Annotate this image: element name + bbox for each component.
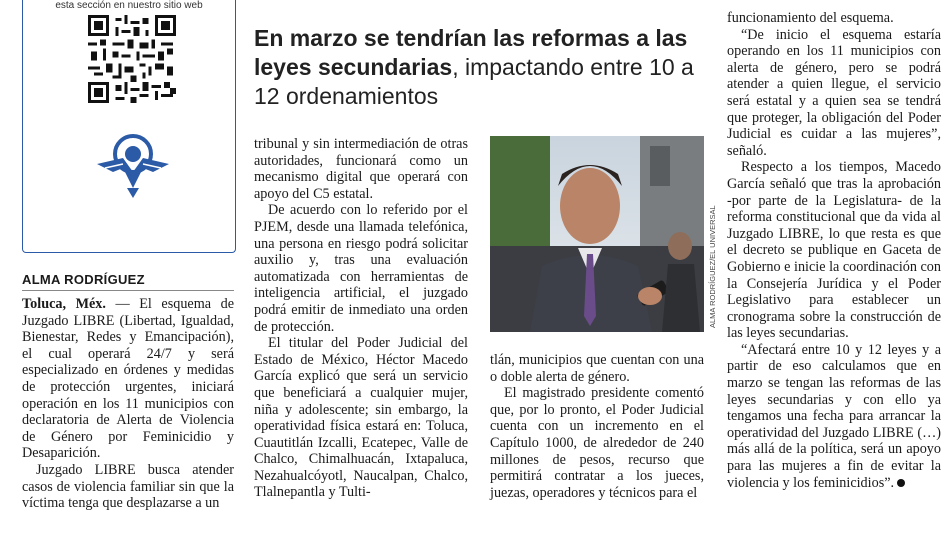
byline-divider: [22, 290, 234, 291]
qr-caption: esta sección en nuestro sitio web: [55, 0, 203, 11]
paragraph: “De inicio el esquema estaría operando en los 11 municipios con alerta de género, pero se podrá atender a quien llegue, el servicio será estatal y a quien sea se tendrá que proteger, la obligación del Poder Judicial es cuidar a las mujeres”, señaló.: [727, 26, 941, 159]
headline-regular: , impactando entre 10 a 12 ordenamientos: [254, 54, 694, 109]
svg-text:ALMA RODRÍGUEZ/EL UNIVERSAL: ALMA RODRÍGUEZ/EL UNIVERSAL: [708, 205, 717, 328]
paragraph: El titular del Poder Judicial del Estado de México, Héctor Macedo García explicó que será un servicio que beneficiará a cualquier mujer, niña y adolescente; sin embargo, la operatividad física estará en: Toluca, Cuautitlán Izcalli, Ecatepec, Valle de Chalco, Chimalhuacán, Ixtapaluca, Nezahualcóyotl, Naucalpan, Chalco, Tlalnepantla y Tulti-: [254, 335, 468, 501]
byline: ALMA RODRÍGUEZ: [22, 272, 145, 287]
paragraph: Toluca, Méx. — El esquema de Juzgado LIBRE (Libertad, Igualdad, Bienestar, Redes y Emancipación), el cual operará 24/7 y será especializado en órdenes y medidas de protección urgentes, iniciará operación en los 11 municipios con declaratoria de Alerta de Violencia de Género por Feminicidio y Desaparición.: [22, 296, 234, 462]
qr-code-icon[interactable]: [88, 15, 176, 103]
paragraph: “Afectará entre 10 y 12 leyes y a partir de eso calculamos que en marzo se tengan las reformas de las leyes secundarias y con ello ya tengamos una fecha para arrancar la operatividad del Juzgado LIBRE (…) más allá de la política, será un apoyo para las mujeres a fin de evitar la violencia y los feminicidios”.: [727, 341, 941, 491]
judicial-emblem-icon: [93, 128, 173, 200]
article-column-4: [727, 10, 941, 491]
paragraph: tribunal y sin intermediación de otras autoridades, funcionará como un mecanismo digital que operará con apoyo del C5 estatal.: [254, 136, 468, 202]
paragraph: El magistrado presidente comentó que, por lo pronto, el Poder Judicial cuenta con un incremento en el Capítulo 1000, de alrededor de 240 millones de pesos, recurso que permitirá contratar a los jueces, juezas, operadores y técnicos para el: [490, 385, 704, 501]
article-photo: [490, 136, 704, 332]
paragraph: De acuerdo con lo referido por el PJEM, desde una llamada telefónica, una persona en riesgo podrá solicitar auxilio y, tras una evaluación automatizada con herramientas de inteligencia artificial, el juzgado podrá emitir de inmediato una orden de protección.: [254, 202, 468, 335]
end-mark-icon: [897, 479, 905, 487]
headline: [254, 24, 714, 111]
qr-promo-box: [22, 0, 236, 253]
paragraph: tlán, municipios que cuentan con una o doble alerta de género.: [490, 352, 704, 385]
paragraph: Juzgado LIBRE busca atender casos de violencia familiar sin que la víctima tenga que desplazarse a un: [22, 461, 234, 512]
article-column-2: [254, 136, 468, 501]
article-column-3: [490, 352, 704, 501]
dateline: Toluca, Méx.: [22, 296, 106, 312]
headline-bold: En marzo se tendrían las reformas a las leyes secundarias: [254, 25, 688, 80]
article-column-1: [22, 296, 234, 512]
photo-credit: [706, 140, 718, 330]
paragraph: funcionamiento del esquema.: [727, 10, 894, 26]
paragraph: Respecto a los tiempos, Macedo García señaló que tras la aprobación -por parte de la Legislatura- de la reforma constitucional que da vida al Juzgado LIBRE, lo que resta es que el decreto se publique en Gaceta de Gobierno e inicie la coordinación con la Consejería Jurídica y el Poder Legislativo para establecer un cronograma sobre la construcción de las leyes secundarias.: [727, 159, 941, 342]
